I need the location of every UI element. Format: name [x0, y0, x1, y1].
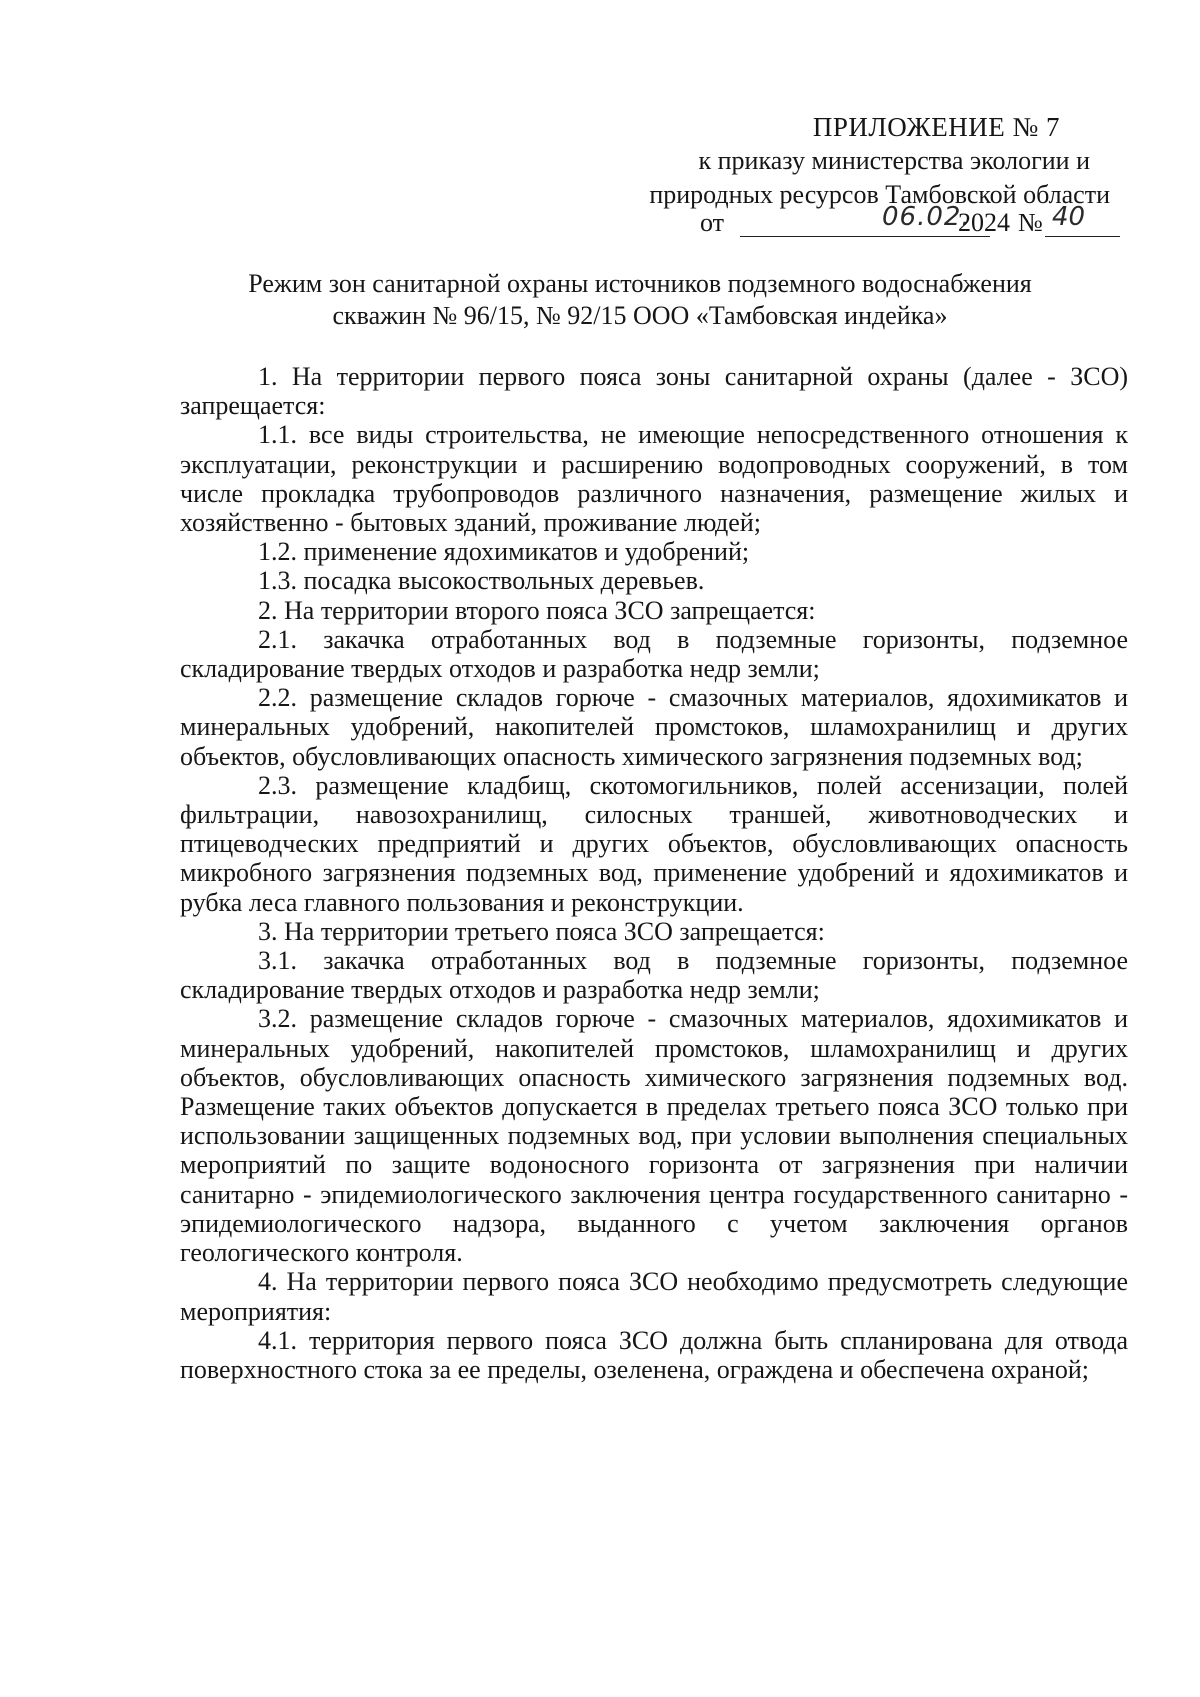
approval-block: [640, 110, 1120, 212]
order-year: 2024: [958, 208, 1010, 237]
document-body: [180, 362, 1128, 1384]
date-prefix: от: [700, 208, 725, 237]
appendix-order-line: к приказу министерства экологии и: [698, 146, 1090, 175]
number-underline: [1045, 236, 1120, 237]
paragraph-3-2: 3.2. размещение складов горюче - смазочных материалов, ядохимикатов и минеральных удобрений, накопителей промстоков, шламохранилищ и других объектов, обусловливающих опасность химического загрязнения подземных вод. Размещение таких объектов допускается в пределах третьего пояса ЗСО только при использовании защищенных подземных вод, при условии выполнения специальных мероприятий по защите водоносного горизонта от загрязнения при наличии санитарно - эпидемиологического заключения центра государственного санитарно - эпидемиологического надзора, выданного с учетом заключения органов геологического контроля.: [180, 1004, 1128, 1268]
appendix-title: ПРИЛОЖЕНИЕ № 7: [812, 112, 1060, 142]
handwritten-number: 40: [1052, 202, 1086, 232]
order-date-line: [700, 202, 1120, 240]
appendix-ministry-line: природных ресурсов Тамбовской области: [649, 180, 1110, 209]
paragraph-3-1: 3.1. закачка отработанных вод в подземные горизонты, подземное складирование твердых отходов и разработка недр земли;: [180, 946, 1128, 1005]
paragraph-3: 3. На территории третьего пояса ЗСО запрещается:: [258, 916, 825, 946]
paragraph-1-2: 1.2. применение ядохимикатов и удобрений;: [258, 537, 750, 567]
paragraph-1-1: 1.1. все виды строительства, не имеющие непосредственного отношения к эксплуатации, реконструкции и расширению водопроводных сооружений, в том числе прокладка трубопроводов различного назначения, размещение жилых и хозяйственно - бытовых зданий, проживание людей;: [180, 420, 1128, 538]
document-title: [160, 268, 1120, 332]
handwritten-date: 06.02.: [882, 202, 971, 232]
document-title-line-1: Режим зон санитарной охраны источников подземного водоснабжения: [248, 269, 1032, 298]
document-title-line-2: скважин № 96/15, № 92/15 ООО «Тамбовская индейка»: [332, 301, 948, 330]
paragraph-2-3: 2.3. размещение кладбищ, скотомогильников, полей ассенизации, полей фильтрации, навозохранилищ, силосных траншей, животноводческих и птицеводческих предприятий и других объектов, обусловливающих опасность микробного загрязнения подземных вод, применение удобрений и ядохимикатов и рубка леса главного пользования и реконструкции.: [180, 770, 1128, 917]
paragraph-2-2: 2.2. размещение складов горюче - смазочных материалов, ядохимикатов и минеральных удобрений, накопителей промстоков, шламохранилищ и других объектов, обусловливающих опасность химического загрязнения подземных вод;: [180, 683, 1128, 771]
paragraph-1: 1. На территории первого пояса зоны санитарной охраны (далее - ЗСО) запрещается:: [180, 362, 1128, 421]
date-underline: [740, 236, 990, 237]
number-sign: №: [1018, 208, 1043, 237]
paragraph-2-1: 2.1. закачка отработанных вод в подземные горизонты, подземное складирование твердых отходов и разработка недр земли;: [180, 624, 1128, 684]
paragraph-2: 2. На территории второго пояса ЗСО запрещается:: [258, 595, 816, 625]
paragraph-4: 4. На территории первого пояса ЗСО необходимо предусмотреть следующие мероприятия:: [180, 1267, 1128, 1326]
paragraph-1-3: 1.3. посадка высокоствольных деревьев.: [258, 566, 705, 596]
paragraph-4-1: 4.1. территория первого пояса ЗСО должна быть спланирована для отвода поверхностного стока за ее пределы, озеленена, ограждена и обеспечена охраной;: [180, 1325, 1128, 1384]
